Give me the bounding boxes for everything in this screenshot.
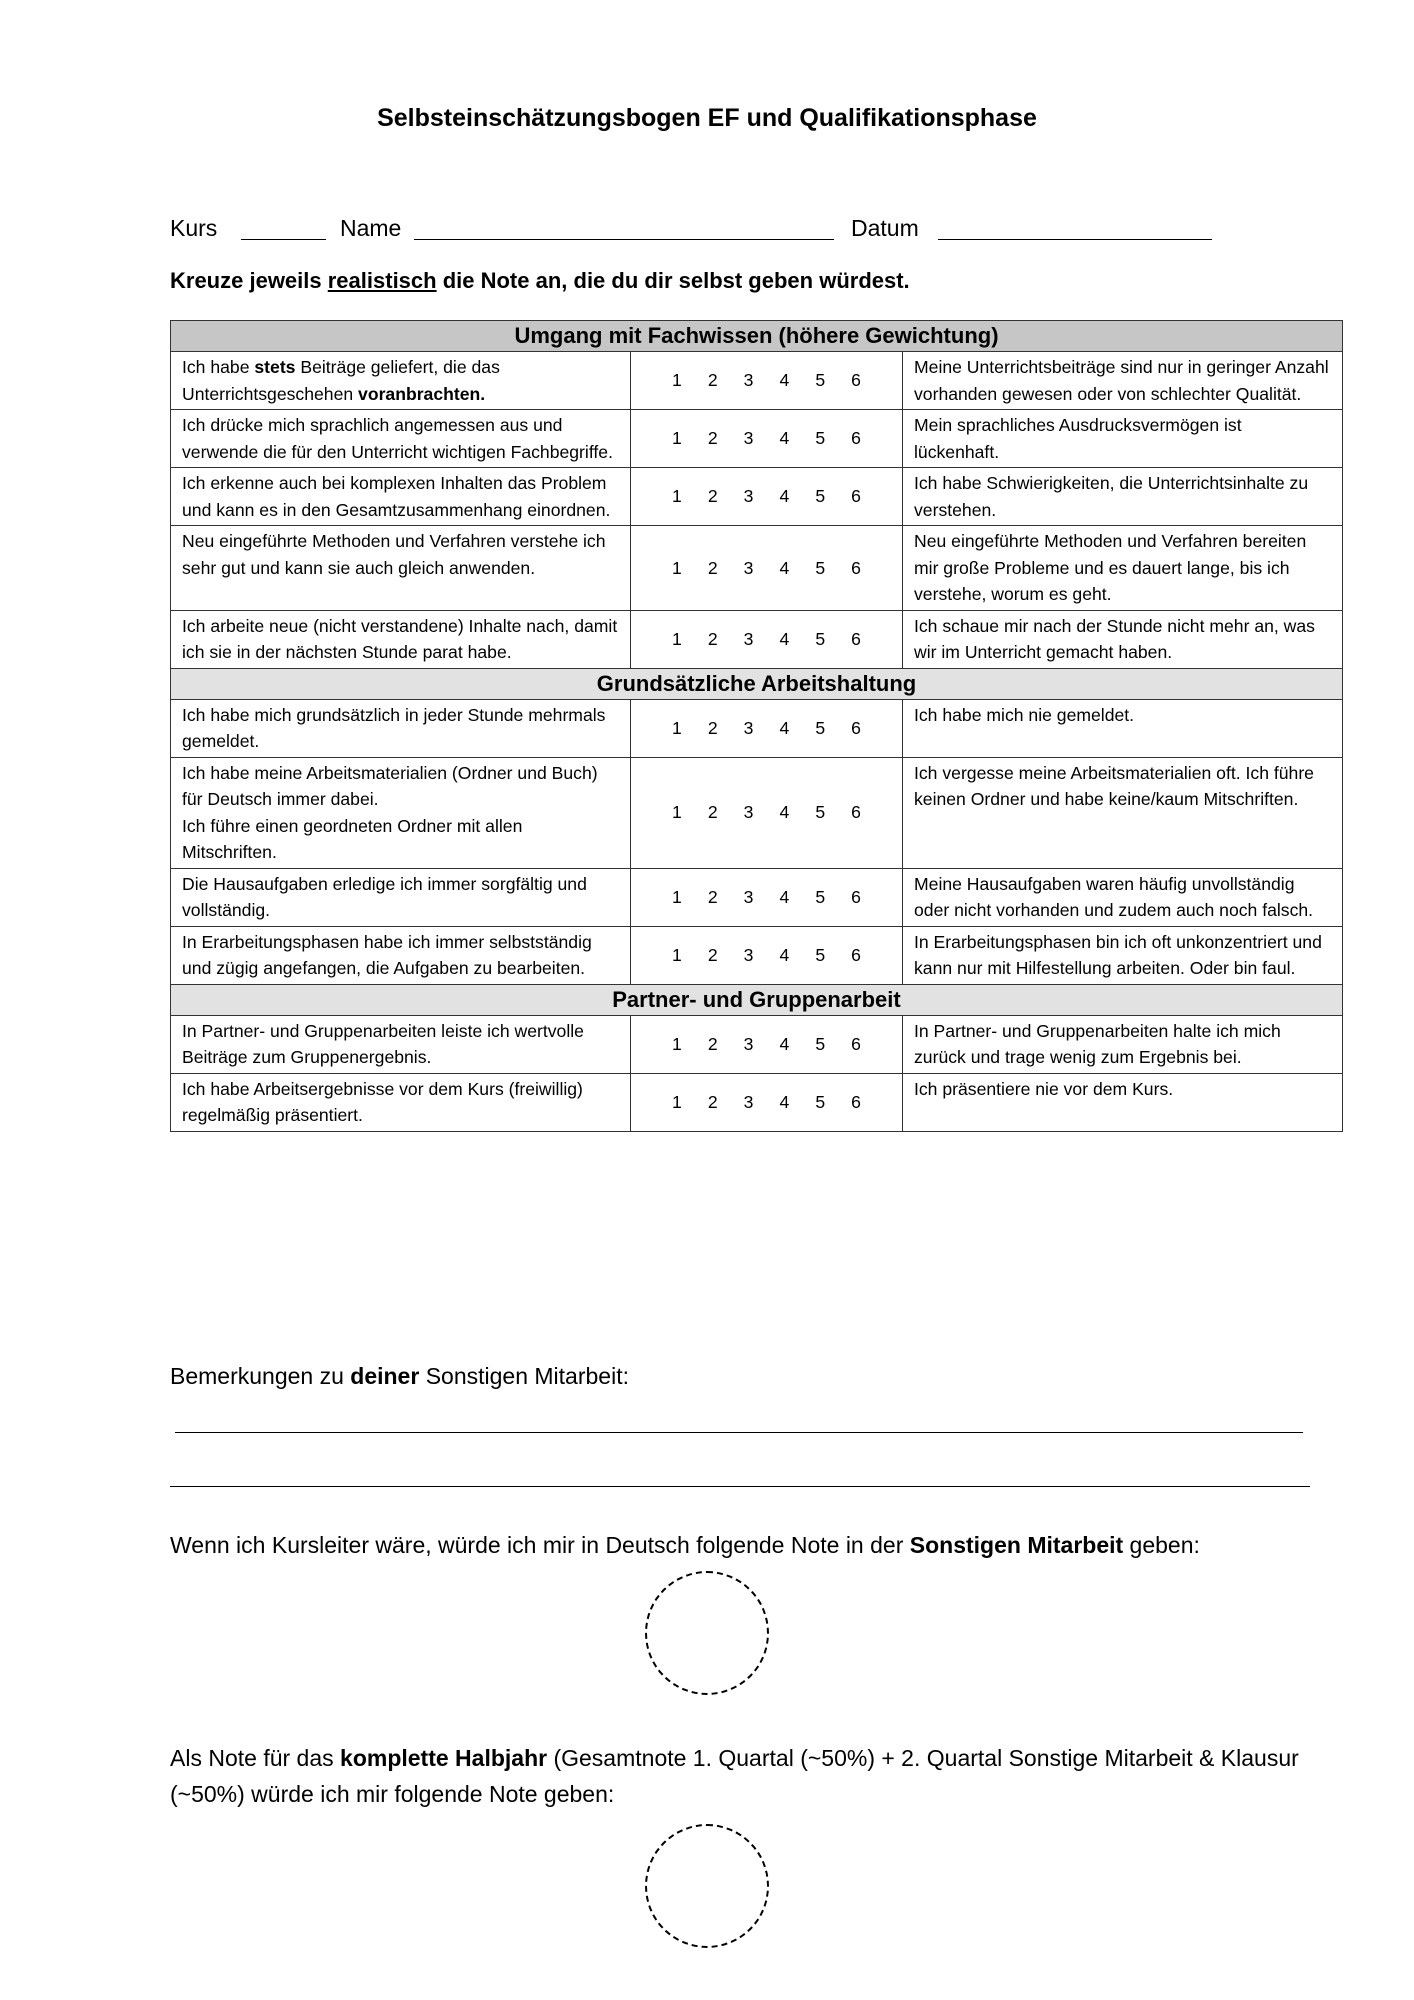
- grade-option[interactable]: 3: [743, 802, 754, 823]
- grade-option[interactable]: 3: [743, 1091, 754, 1112]
- criterion-row: [171, 757, 1343, 868]
- grade-option[interactable]: 5: [815, 717, 826, 738]
- grade-option[interactable]: 6: [851, 802, 861, 823]
- section-title: Umgang mit Fachwissen (höhere Gewichtung): [171, 321, 1343, 352]
- grade-option[interactable]: 4: [779, 1033, 790, 1054]
- criterion-emphasis: voranbrachten.: [358, 383, 486, 404]
- criterion-text: Neu eingeführte Methoden und Verfahren verstehe ich sehr gut und kann sie auch gleich anwenden.: [182, 531, 606, 578]
- remarks-bold: deiner: [350, 1363, 420, 1389]
- criterion-row: [171, 410, 1343, 468]
- criterion-row: [171, 526, 1343, 611]
- remarks-line-1[interactable]: [175, 1432, 1303, 1433]
- datum-field[interactable]: [938, 239, 1212, 240]
- criterion-row: [171, 352, 1343, 410]
- grade-option[interactable]: 3: [743, 370, 754, 391]
- criterion-row: [171, 868, 1343, 926]
- grade-option[interactable]: 2: [707, 717, 718, 738]
- grade-option[interactable]: 5: [815, 802, 826, 823]
- grade-option[interactable]: 6: [851, 486, 861, 507]
- grade-option[interactable]: 1: [672, 717, 682, 738]
- instruction-pre: Kreuze jeweils: [170, 268, 328, 293]
- criterion-emphasis: stets: [254, 357, 296, 377]
- criterion-positive: [171, 1073, 631, 1131]
- half-year-pre: Als Note für das: [170, 1745, 341, 1771]
- grade-option[interactable]: 3: [743, 1033, 754, 1054]
- criterion-text: In Partner- und Gruppenarbeiten leiste ich wertvolle Beiträge zum Gruppenergebnis.: [182, 1020, 584, 1067]
- grade-option[interactable]: 2: [707, 370, 718, 391]
- grade-option[interactable]: 4: [779, 557, 790, 578]
- criterion-negative: Ich präsentiere nie vor dem Kurs.: [903, 1073, 1343, 1131]
- criterion-row: [171, 699, 1343, 757]
- self-assessment-table: [170, 320, 1343, 1132]
- grade-option[interactable]: 4: [779, 802, 790, 823]
- section-title: Partner- und Gruppenarbeit: [171, 984, 1343, 1015]
- grade-scale: [631, 926, 903, 984]
- grade-option[interactable]: 4: [779, 717, 790, 738]
- section-header-row: [171, 668, 1343, 699]
- section-header-row: [171, 984, 1343, 1015]
- grade-circle-sonstige-mitarbeit[interactable]: [645, 1571, 769, 1695]
- criterion-negative: Neu eingeführte Methoden und Verfahren bereiten mir große Probleme und es dauert lange, bis ich verstehe, worum es geht.: [903, 526, 1343, 611]
- grade-option[interactable]: 4: [779, 628, 790, 649]
- criterion-negative: Ich schaue mir nach der Stunde nicht mehr an, was wir im Unterricht gemacht haben.: [903, 610, 1343, 668]
- criterion-text: Ich drücke mich sprachlich angemessen aus und verwende die für den Unterricht wichtigen Fachbegriffe.: [182, 415, 613, 462]
- grade-option[interactable]: 1: [672, 802, 682, 823]
- criterion-text: Ich habe Arbeitsergebnisse vor dem Kurs (freiwillig) regelmäßig präsentiert.: [182, 1078, 583, 1125]
- criterion-text: Ich erkenne auch bei komplexen Inhalten das Problem und kann es in den Gesamtzusammenhang einordnen.: [182, 473, 611, 520]
- grade-option[interactable]: 3: [743, 944, 754, 965]
- grade-option[interactable]: 6: [851, 557, 861, 578]
- course-leader-bold: Sonstigen Mitarbeit: [909, 1532, 1124, 1558]
- criterion-positive: [171, 468, 631, 526]
- criterion-positive: [171, 868, 631, 926]
- criterion-negative: Ich habe mich nie gemeldet.: [903, 699, 1343, 757]
- grade-option[interactable]: 4: [779, 486, 790, 507]
- grade-option[interactable]: 1: [672, 944, 682, 965]
- grade-option[interactable]: 1: [672, 886, 682, 907]
- grade-option[interactable]: 4: [779, 428, 790, 449]
- grade-option[interactable]: 6: [851, 1091, 861, 1112]
- grade-option[interactable]: 1: [672, 628, 682, 649]
- grade-option[interactable]: 6: [851, 628, 861, 649]
- grade-option[interactable]: 2: [707, 802, 718, 823]
- grade-option[interactable]: 6: [851, 717, 861, 738]
- grade-option[interactable]: 5: [815, 944, 826, 965]
- grade-option[interactable]: 2: [707, 557, 718, 578]
- criterion-negative: Ich habe Schwierigkeiten, die Unterrichtsinhalte zu verstehen.: [903, 468, 1343, 526]
- grade-scale: [631, 352, 903, 410]
- criterion-positive: [171, 526, 631, 611]
- grade-scale: [631, 468, 903, 526]
- grade-option[interactable]: 4: [779, 886, 790, 907]
- criterion-positive: [171, 1015, 631, 1073]
- kurs-label: Kurs: [170, 215, 218, 241]
- grade-option[interactable]: 1: [672, 428, 682, 449]
- grade-circle-halbjahr[interactable]: [645, 1824, 769, 1948]
- grade-option[interactable]: 2: [707, 486, 718, 507]
- grade-scale: [631, 1073, 903, 1131]
- grade-option[interactable]: 1: [672, 486, 682, 507]
- criterion-text: Ich habe meine Arbeitsmaterialien (Ordner und Buch) für Deutsch immer dabei. Ich führe einen geordneten Ordner mit allen Mitschriften.: [182, 762, 598, 862]
- grade-option[interactable]: 4: [779, 370, 790, 391]
- criterion-text: Ich arbeite neue (nicht verstandene) Inhalte nach, damit ich sie in der nächsten Stunde parat habe.: [182, 615, 618, 662]
- grade-scale: [631, 410, 903, 468]
- grade-option[interactable]: 5: [815, 557, 826, 578]
- course-leader-text: [170, 1527, 1310, 1563]
- criterion-positive: [171, 410, 631, 468]
- half-year-post: (Gesamtnote 1. Quartal (~50%) + 2. Quartal Sonstige Mitarbeit & Klausur (~50%) würde ich mir folgende Note geben:: [170, 1745, 1299, 1807]
- criterion-negative: Meine Unterrichtsbeiträge sind nur in geringer Anzahl vorhanden gewesen oder von schlechter Qualität.: [903, 352, 1343, 410]
- datum-label: Datum: [851, 215, 919, 241]
- grade-option[interactable]: 1: [672, 370, 682, 391]
- grade-scale: [631, 757, 903, 868]
- section-header-row: [171, 321, 1343, 352]
- criterion-text: Die Hausaufgaben erledige ich immer sorgfältig und vollständig.: [182, 873, 587, 920]
- grade-option[interactable]: 3: [743, 428, 754, 449]
- grade-scale: [631, 699, 903, 757]
- criterion-positive: [171, 610, 631, 668]
- grade-option[interactable]: 5: [815, 1091, 826, 1112]
- grade-option[interactable]: 3: [743, 628, 754, 649]
- grade-option[interactable]: 4: [779, 944, 790, 965]
- page-title: Selbsteinschätzungsbogen EF und Qualifikationsphase: [377, 104, 1037, 132]
- grade-option[interactable]: 6: [851, 944, 861, 965]
- grade-option[interactable]: 6: [851, 370, 861, 391]
- name-field[interactable]: [414, 239, 834, 240]
- grade-scale: [631, 526, 903, 611]
- grade-option[interactable]: 2: [707, 944, 718, 965]
- grade-option[interactable]: 5: [815, 428, 826, 449]
- grade-option[interactable]: 5: [815, 886, 826, 907]
- remarks-label: [170, 1363, 629, 1390]
- grade-option[interactable]: 2: [707, 428, 718, 449]
- grade-option[interactable]: 6: [851, 428, 861, 449]
- instruction-emphasis: realistisch: [327, 268, 437, 293]
- grade-option[interactable]: 1: [672, 1091, 682, 1112]
- grade-option[interactable]: 5: [815, 486, 826, 507]
- grade-option[interactable]: 4: [779, 1091, 790, 1112]
- criterion-positive: [171, 699, 631, 757]
- course-leader-post: geben:: [1123, 1532, 1200, 1558]
- criterion-row: [171, 1015, 1343, 1073]
- grade-scale: [631, 610, 903, 668]
- remarks-post: Sonstigen Mitarbeit:: [419, 1363, 629, 1389]
- section-title: Grundsätzliche Arbeitshaltung: [171, 668, 1343, 699]
- criterion-negative: Meine Hausaufgaben waren häufig unvollständig oder nicht vorhanden und zudem auch noch falsch.: [903, 868, 1343, 926]
- grade-option[interactable]: 3: [743, 486, 754, 507]
- grade-option[interactable]: 6: [851, 886, 861, 907]
- grade-option[interactable]: 2: [707, 1033, 718, 1054]
- grade-option[interactable]: 5: [815, 628, 826, 649]
- grade-option[interactable]: 1: [672, 557, 682, 578]
- half-year-bold: komplette Halbjahr: [340, 1745, 548, 1771]
- kurs-field[interactable]: [241, 239, 326, 240]
- criterion-negative: In Erarbeitungsphasen bin ich oft unkonzentriert und kann nur mit Hilfestellung arbeiten. Oder bin faul.: [903, 926, 1343, 984]
- grade-option[interactable]: 5: [815, 370, 826, 391]
- name-label: Name: [340, 215, 402, 241]
- criterion-text: In Erarbeitungsphasen habe ich immer selbstständig und zügig angefangen, die Aufgaben zu bearbeiten.: [182, 931, 592, 978]
- instruction-post: die Note an, die du dir selbst geben würdest.: [436, 268, 910, 293]
- instruction-text: [170, 268, 910, 294]
- criterion-positive: [171, 757, 631, 868]
- grade-option[interactable]: 3: [743, 717, 754, 738]
- criterion-text: Ich habe: [182, 357, 255, 377]
- grade-option[interactable]: 2: [707, 1091, 718, 1112]
- grade-scale: [631, 1015, 903, 1073]
- remarks-pre: Bemerkungen zu: [170, 1363, 351, 1389]
- grade-option[interactable]: 6: [851, 1033, 861, 1054]
- grade-scale: [631, 868, 903, 926]
- criterion-negative: Mein sprachliches Ausdrucksvermögen ist lückenhaft.: [903, 410, 1343, 468]
- grade-option[interactable]: 2: [707, 886, 718, 907]
- grade-option[interactable]: 3: [743, 557, 754, 578]
- grade-option[interactable]: 5: [815, 1033, 826, 1054]
- criterion-positive: [171, 352, 631, 410]
- remarks-line-2[interactable]: [170, 1486, 1310, 1487]
- criterion-row: [171, 610, 1343, 668]
- grade-option[interactable]: 1: [672, 1033, 682, 1054]
- criterion-row: [171, 926, 1343, 984]
- criterion-negative: In Partner- und Gruppenarbeiten halte ich mich zurück und trage wenig zum Ergebnis bei.: [903, 1015, 1343, 1073]
- half-year-text: [170, 1740, 1310, 1812]
- grade-option[interactable]: 3: [743, 886, 754, 907]
- criterion-text: Ich habe mich grundsätzlich in jeder Stunde mehrmals gemeldet.: [182, 704, 606, 751]
- criterion-row: [171, 1073, 1343, 1131]
- criterion-positive: [171, 926, 631, 984]
- criterion-negative: Ich vergesse meine Arbeitsmaterialien oft. Ich führe keinen Ordner und habe keine/kaum Mitschriften.: [903, 757, 1343, 868]
- criterion-text: Beiträge geliefert, die das Unterrichtsgeschehen: [182, 357, 500, 404]
- course-leader-pre: Wenn ich Kursleiter wäre, würde ich mir in Deutsch folgende Note in der: [170, 1532, 910, 1558]
- criterion-row: [171, 468, 1343, 526]
- grade-option[interactable]: 2: [707, 628, 718, 649]
